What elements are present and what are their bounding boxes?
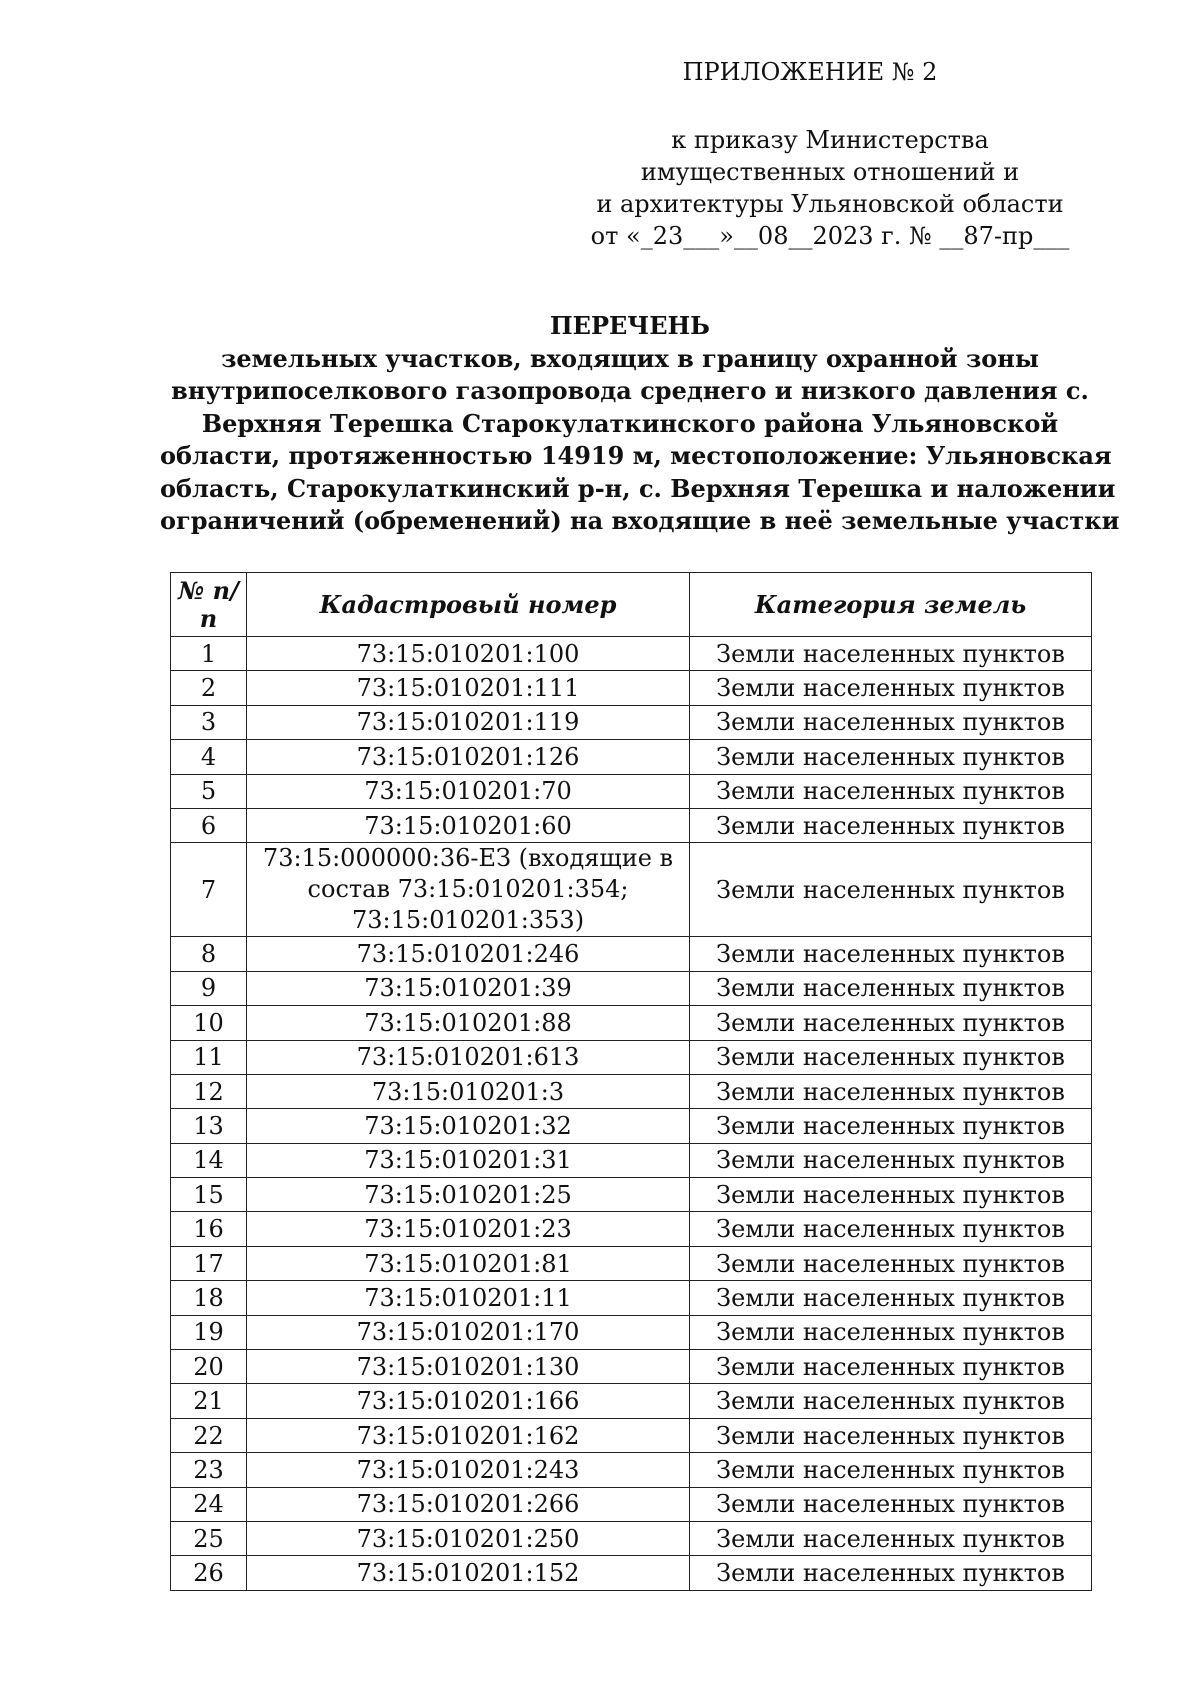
table-row — [171, 937, 1092, 971]
table-row — [171, 971, 1092, 1005]
land-category-cell: Земли населенных пунктов — [690, 1109, 1092, 1143]
cadastral-number-cell: 73:15:010201:23 — [247, 1212, 690, 1246]
cadastral-number-cell: 73:15:010201:31 — [247, 1143, 690, 1177]
row-number-cell: 14 — [171, 1143, 247, 1177]
cadastral-number-cell: 73:15:010201:11 — [247, 1281, 690, 1315]
row-number-cell: 10 — [171, 1006, 247, 1040]
land-category-cell: Земли населенных пунктов — [690, 774, 1092, 808]
land-category-cell: Земли населенных пунктов — [690, 1212, 1092, 1246]
table-row — [171, 1246, 1092, 1280]
land-category-cell: Земли населенных пунктов — [690, 808, 1092, 842]
table-row — [171, 1487, 1092, 1521]
table-row — [171, 671, 1092, 705]
table-row — [171, 637, 1092, 671]
table-row — [171, 843, 1092, 937]
column-header-number: № п/п — [171, 573, 247, 637]
table-body — [171, 637, 1092, 1591]
land-category-cell: Земли населенных пунктов — [690, 1487, 1092, 1521]
column-header-category: Категория земель — [690, 573, 1092, 637]
row-number-cell: 24 — [171, 1487, 247, 1521]
row-number-cell: 8 — [171, 937, 247, 971]
parcels-table — [170, 572, 1092, 1591]
cadastral-number-cell: 73:15:000000:36-ЕЗ (входящие в состав 73:15:010201:354; 73:15:010201:353) — [247, 843, 690, 937]
table-row — [171, 1178, 1092, 1212]
title-line: земельных участков, входящих в границу охранной зоны — [221, 343, 1039, 373]
land-category-cell: Земли населенных пунктов — [690, 1418, 1092, 1452]
order-date-number: от «_23___»__08__2023 г. № __87-пр___ — [590, 222, 1070, 250]
cadastral-number-cell: 73:15:010201:126 — [247, 740, 690, 774]
land-category-cell: Земли населенных пунктов — [690, 1281, 1092, 1315]
land-category-cell: Земли населенных пунктов — [690, 740, 1092, 774]
table-row — [171, 1074, 1092, 1108]
table-row — [171, 1281, 1092, 1315]
row-number-cell: 7 — [171, 843, 247, 937]
cadastral-number-cell: 73:15:010201:266 — [247, 1487, 690, 1521]
land-category-cell: Земли населенных пунктов — [690, 705, 1092, 739]
row-number-cell: 1 — [171, 637, 247, 671]
cadastral-number-cell: 73:15:010201:88 — [247, 1006, 690, 1040]
table-row — [171, 1315, 1092, 1349]
land-category-cell: Земли населенных пунктов — [690, 637, 1092, 671]
title-line: ограничений (обременений) на входящие в неё земельные участки — [160, 506, 1120, 535]
row-number-cell: 5 — [171, 774, 247, 808]
land-category-cell: Земли населенных пунктов — [690, 1384, 1092, 1418]
table-row — [171, 808, 1092, 842]
order-line: и архитектуры Ульяновской области — [596, 190, 1064, 218]
row-number-cell: 20 — [171, 1350, 247, 1384]
land-category-cell: Земли населенных пунктов — [690, 1143, 1092, 1177]
row-number-cell: 3 — [171, 705, 247, 739]
cadastral-number-cell: 73:15:010201:119 — [247, 705, 690, 739]
column-header-cadastral: Кадастровый номер — [247, 573, 690, 637]
row-number-cell: 16 — [171, 1212, 247, 1246]
row-number-cell: 15 — [171, 1178, 247, 1212]
table-row — [171, 1384, 1092, 1418]
cadastral-number-cell: 73:15:010201:60 — [247, 808, 690, 842]
cadastral-number-cell: 73:15:010201:246 — [247, 937, 690, 971]
cadastral-number-cell: 73:15:010201:613 — [247, 1040, 690, 1074]
cadastral-number-cell: 73:15:010201:100 — [247, 637, 690, 671]
table-row — [171, 1040, 1092, 1074]
row-number-cell: 4 — [171, 740, 247, 774]
table-row — [171, 1109, 1092, 1143]
title-line: внутрипоселкового газопровода среднего и низкого давления с. — [171, 376, 1089, 405]
land-category-cell: Земли населенных пунктов — [690, 1315, 1092, 1349]
land-category-cell: Земли населенных пунктов — [690, 1178, 1092, 1212]
cadastral-number-cell: 73:15:010201:70 — [247, 774, 690, 808]
cadastral-number-cell: 73:15:010201:81 — [247, 1246, 690, 1280]
order-line: к приказу Министерства — [671, 126, 989, 154]
cadastral-number-cell: 73:15:010201:32 — [247, 1109, 690, 1143]
land-category-cell: Земли населенных пунктов — [690, 1453, 1092, 1487]
cadastral-number-cell: 73:15:010201:162 — [247, 1418, 690, 1452]
title-heading: ПЕРЕЧЕНЬ — [550, 311, 710, 340]
row-number-cell: 26 — [171, 1556, 247, 1590]
appendix-number: ПРИЛОЖЕНИЕ № 2 — [682, 58, 938, 86]
table-row — [171, 1418, 1092, 1452]
row-number-cell: 21 — [171, 1384, 247, 1418]
cadastral-number-cell: 73:15:010201:111 — [247, 671, 690, 705]
cadastral-number-cell: 73:15:010201:39 — [247, 971, 690, 1005]
table-row — [171, 1556, 1092, 1590]
cadastral-number-cell: 73:15:010201:152 — [247, 1556, 690, 1590]
land-category-cell: Земли населенных пунктов — [690, 1556, 1092, 1590]
table-row — [171, 740, 1092, 774]
land-category-cell: Земли населенных пунктов — [690, 937, 1092, 971]
row-number-cell: 13 — [171, 1109, 247, 1143]
table-row — [171, 1212, 1092, 1246]
cadastral-number-cell: 73:15:010201:166 — [247, 1384, 690, 1418]
cadastral-number-cell: 73:15:010201:170 — [247, 1315, 690, 1349]
row-number-cell: 2 — [171, 671, 247, 705]
land-category-cell: Земли населенных пунктов — [690, 971, 1092, 1005]
cadastral-number-cell: 73:15:010201:25 — [247, 1178, 690, 1212]
row-number-cell: 9 — [171, 971, 247, 1005]
row-number-cell: 18 — [171, 1281, 247, 1315]
title-line: область, Старокулаткинский р-н, с. Верхняя Терешка и наложении — [160, 473, 1116, 503]
land-category-cell: Земли населенных пунктов — [690, 671, 1092, 705]
order-reference — [590, 124, 1070, 252]
table-row — [171, 1453, 1092, 1487]
land-category-cell: Земли населенных пунктов — [690, 1350, 1092, 1384]
table-row — [171, 1350, 1092, 1384]
cadastral-number-cell: 73:15:010201:3 — [247, 1074, 690, 1108]
land-category-cell: Земли населенных пунктов — [690, 1040, 1092, 1074]
row-number-cell: 22 — [171, 1418, 247, 1452]
title-line: Верхняя Терешка Старокулаткинского района Ульяновской — [201, 408, 1059, 438]
row-number-cell: 17 — [171, 1246, 247, 1280]
document-title — [160, 310, 1120, 538]
cadastral-number-cell: 73:15:010201:243 — [247, 1453, 690, 1487]
land-category-cell: Земли населенных пунктов — [690, 1074, 1092, 1108]
order-line: имущественных отношений и — [640, 158, 1020, 186]
table-row — [171, 705, 1092, 739]
land-category-cell: Земли населенных пунктов — [690, 1006, 1092, 1040]
table-row — [171, 1143, 1092, 1177]
table-row — [171, 774, 1092, 808]
row-number-cell: 19 — [171, 1315, 247, 1349]
row-number-cell: 25 — [171, 1521, 247, 1555]
row-number-cell: 12 — [171, 1074, 247, 1108]
row-number-cell: 6 — [171, 808, 247, 842]
land-category-cell: Земли населенных пунктов — [690, 843, 1092, 937]
cadastral-number-cell: 73:15:010201:250 — [247, 1521, 690, 1555]
land-category-cell: Земли населенных пунктов — [690, 1246, 1092, 1280]
table-row — [171, 1006, 1092, 1040]
table-header-row — [171, 573, 1092, 637]
cadastral-number-cell: 73:15:010201:130 — [247, 1350, 690, 1384]
table-row — [171, 1521, 1092, 1555]
row-number-cell: 11 — [171, 1040, 247, 1074]
land-category-cell: Земли населенных пунктов — [690, 1521, 1092, 1555]
title-line: области, протяженностью 14919 м, местоположение: Ульяновская — [160, 441, 1112, 470]
row-number-cell: 23 — [171, 1453, 247, 1487]
